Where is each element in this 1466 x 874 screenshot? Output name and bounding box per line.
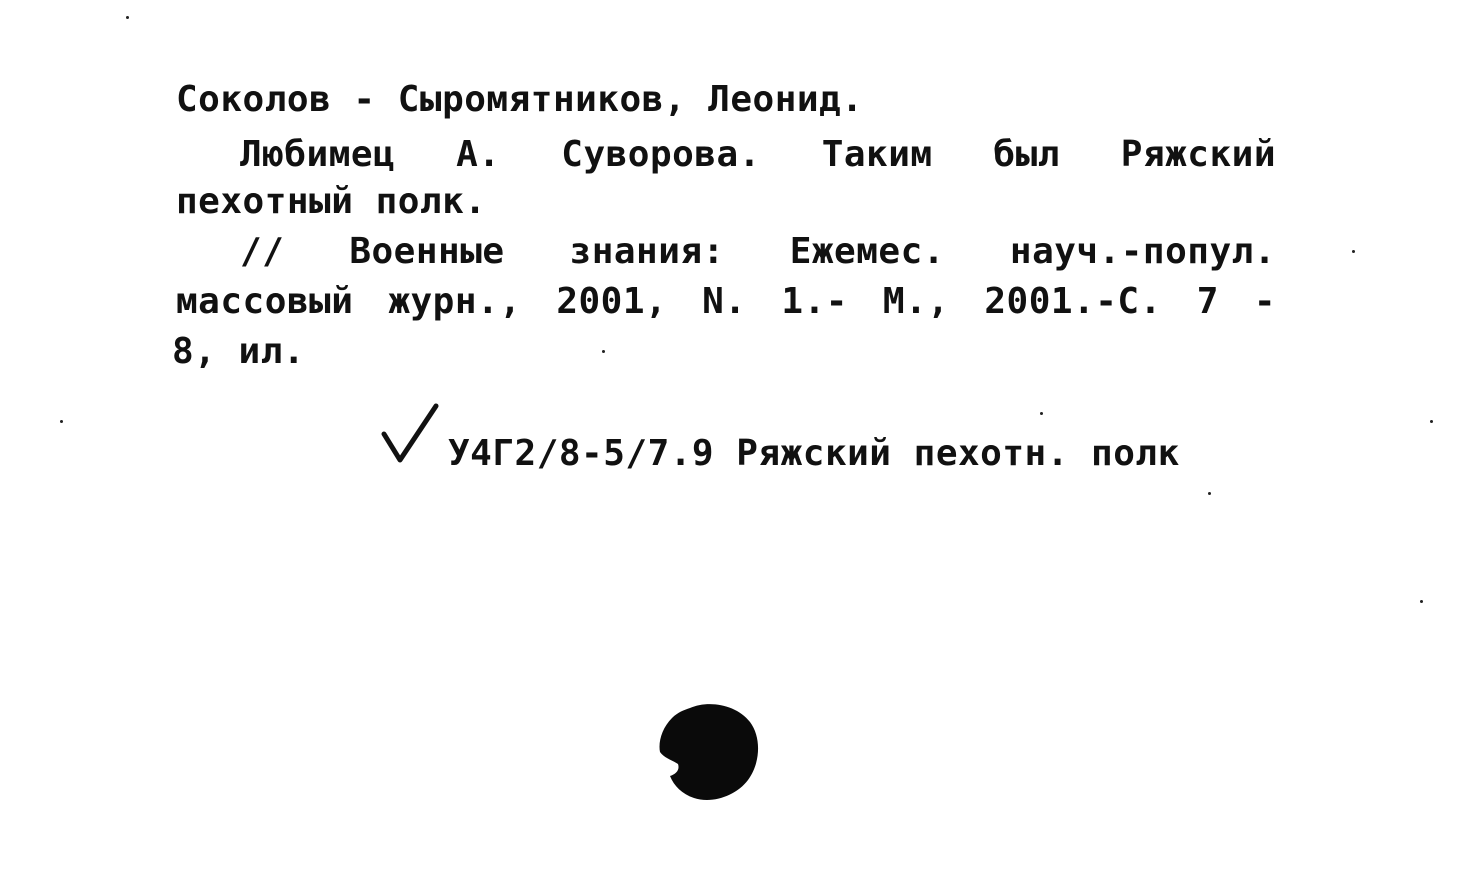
title-word: Суворова. [561,134,761,175]
speckle [60,420,63,423]
classification-code: У4Г2/8-5/7.9 Ряжский пехотн. полк [448,433,1180,474]
title-line-1 [240,134,1276,175]
title-word: А. [456,134,501,175]
source-word: N. [702,281,747,322]
source-word: - [1253,281,1276,322]
check-mark-icon [380,402,440,466]
title-word: был [993,134,1060,175]
author-heading: Соколов - Сыромятников, Леонид. [176,79,864,120]
punch-hole-icon [650,698,762,804]
title-word: Таким [821,134,933,175]
speckle [126,16,129,19]
title-line-2: пехотный полк. [176,181,487,222]
speckle [602,350,605,353]
speckle [1352,250,1355,253]
source-line-2 [176,281,1276,322]
source-line-3: 8, ил. [172,331,306,372]
speckle [1420,600,1423,603]
speckle [1208,492,1211,495]
title-word: Ряжский [1120,134,1276,175]
source-word: 7 [1196,281,1219,322]
source-word: Военные [349,231,505,272]
source-word: массовый [176,281,354,322]
title-word: Любимец [240,134,396,175]
source-word: 1.- [781,281,848,322]
source-word: // [240,231,285,272]
source-word: журн., [388,281,522,322]
source-word: науч.-попул. [1009,231,1276,272]
speckle [1430,420,1433,423]
source-word: 2001, [556,281,668,322]
speckle [1040,412,1043,415]
source-word: Ежемес. [789,231,945,272]
source-word: 2001.-С. [984,281,1162,322]
source-word: знания: [569,231,725,272]
source-word: М., [882,281,950,322]
source-line-1 [240,231,1276,272]
